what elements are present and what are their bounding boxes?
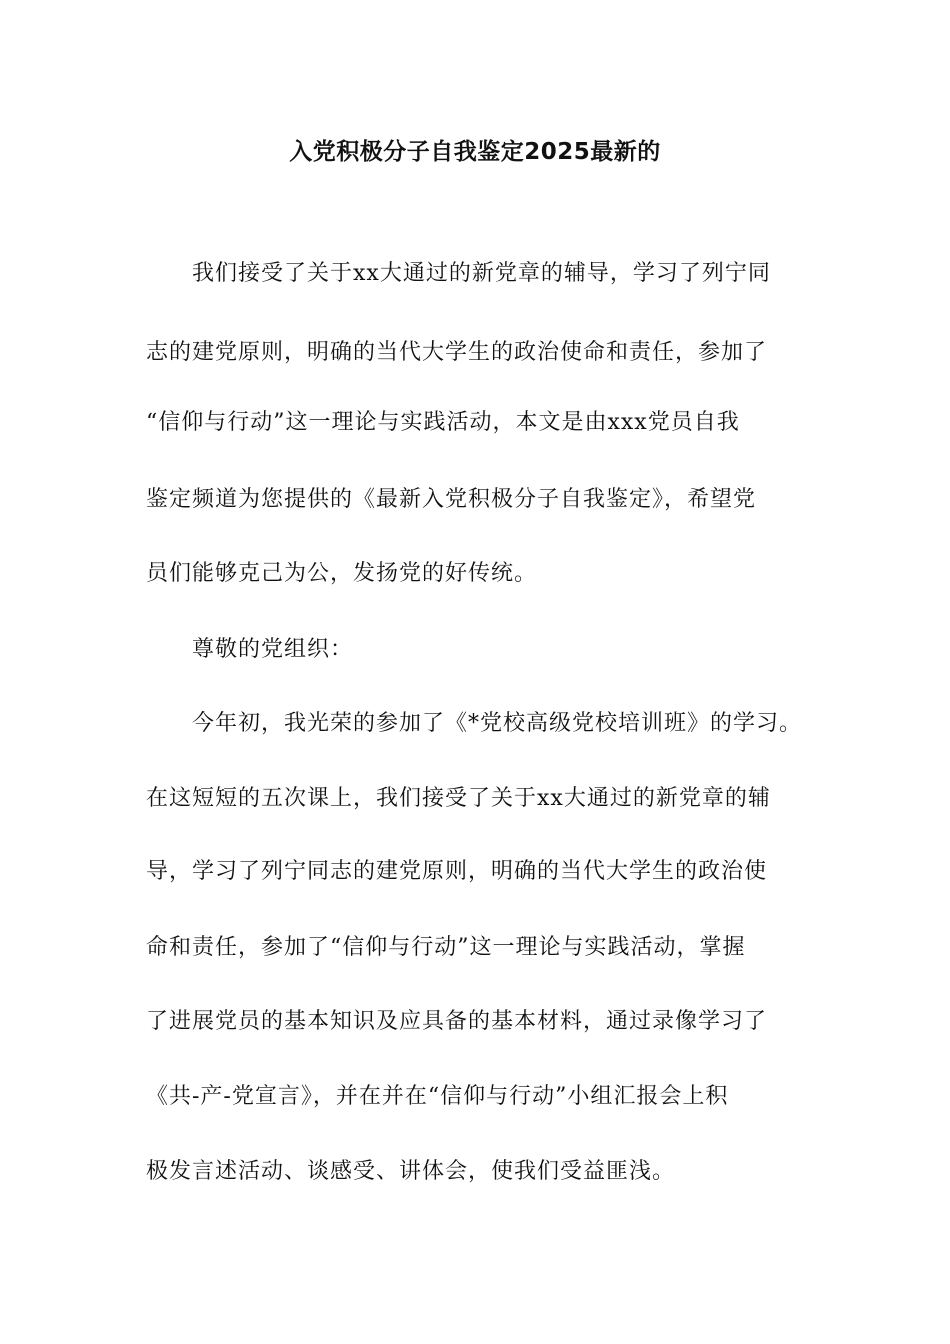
paragraph-line: 鉴定频道为您提供的《最新入党积极分子自我鉴定》，希望党 [146,487,757,512]
paragraph-line: 了进展党员的基本知识及应具备的基本材料，通过录像学习了 [146,1009,768,1034]
salutation-line: 尊敬的党组织： [192,637,354,662]
paragraph-line: 今年初，我光荣的参加了《*党校高级党校培训班》的学习。 [192,711,803,736]
document-title: 入党积极分子自我鉴定2025最新的 [289,139,661,165]
paragraph-line: 员们能够克己为公，发扬党的好传统。 [146,561,538,586]
paragraph-line: 志的建党原则，明确的当代大学生的政治使命和责任，参加了 [146,340,768,365]
paragraph-line: 我们接受了关于xx大通过的新党章的辅导，学习了列宁同 [192,261,771,286]
paragraph-line: 导，学习了列宁同志的建党原则，明确的当代大学生的政治使 [146,859,768,884]
paragraph-line: 命和责任，参加了“信仰与行动”这一理论与实践活动，掌握 [146,935,746,960]
paragraph-line: “信仰与行动”这一理论与实践活动，本文是由xxx党员自我 [146,410,740,435]
paragraph-line: 《共-产-党宣言》，并在并在“信仰与行动”小组汇报会上积 [146,1084,729,1109]
paragraph-line: 在这短短的五次课上，我们接受了关于xx大通过的新党章的辅 [146,786,771,811]
paragraph-line: 极发言述活动、谈感受、讲体会，使我们受益匪浅。 [146,1159,676,1184]
